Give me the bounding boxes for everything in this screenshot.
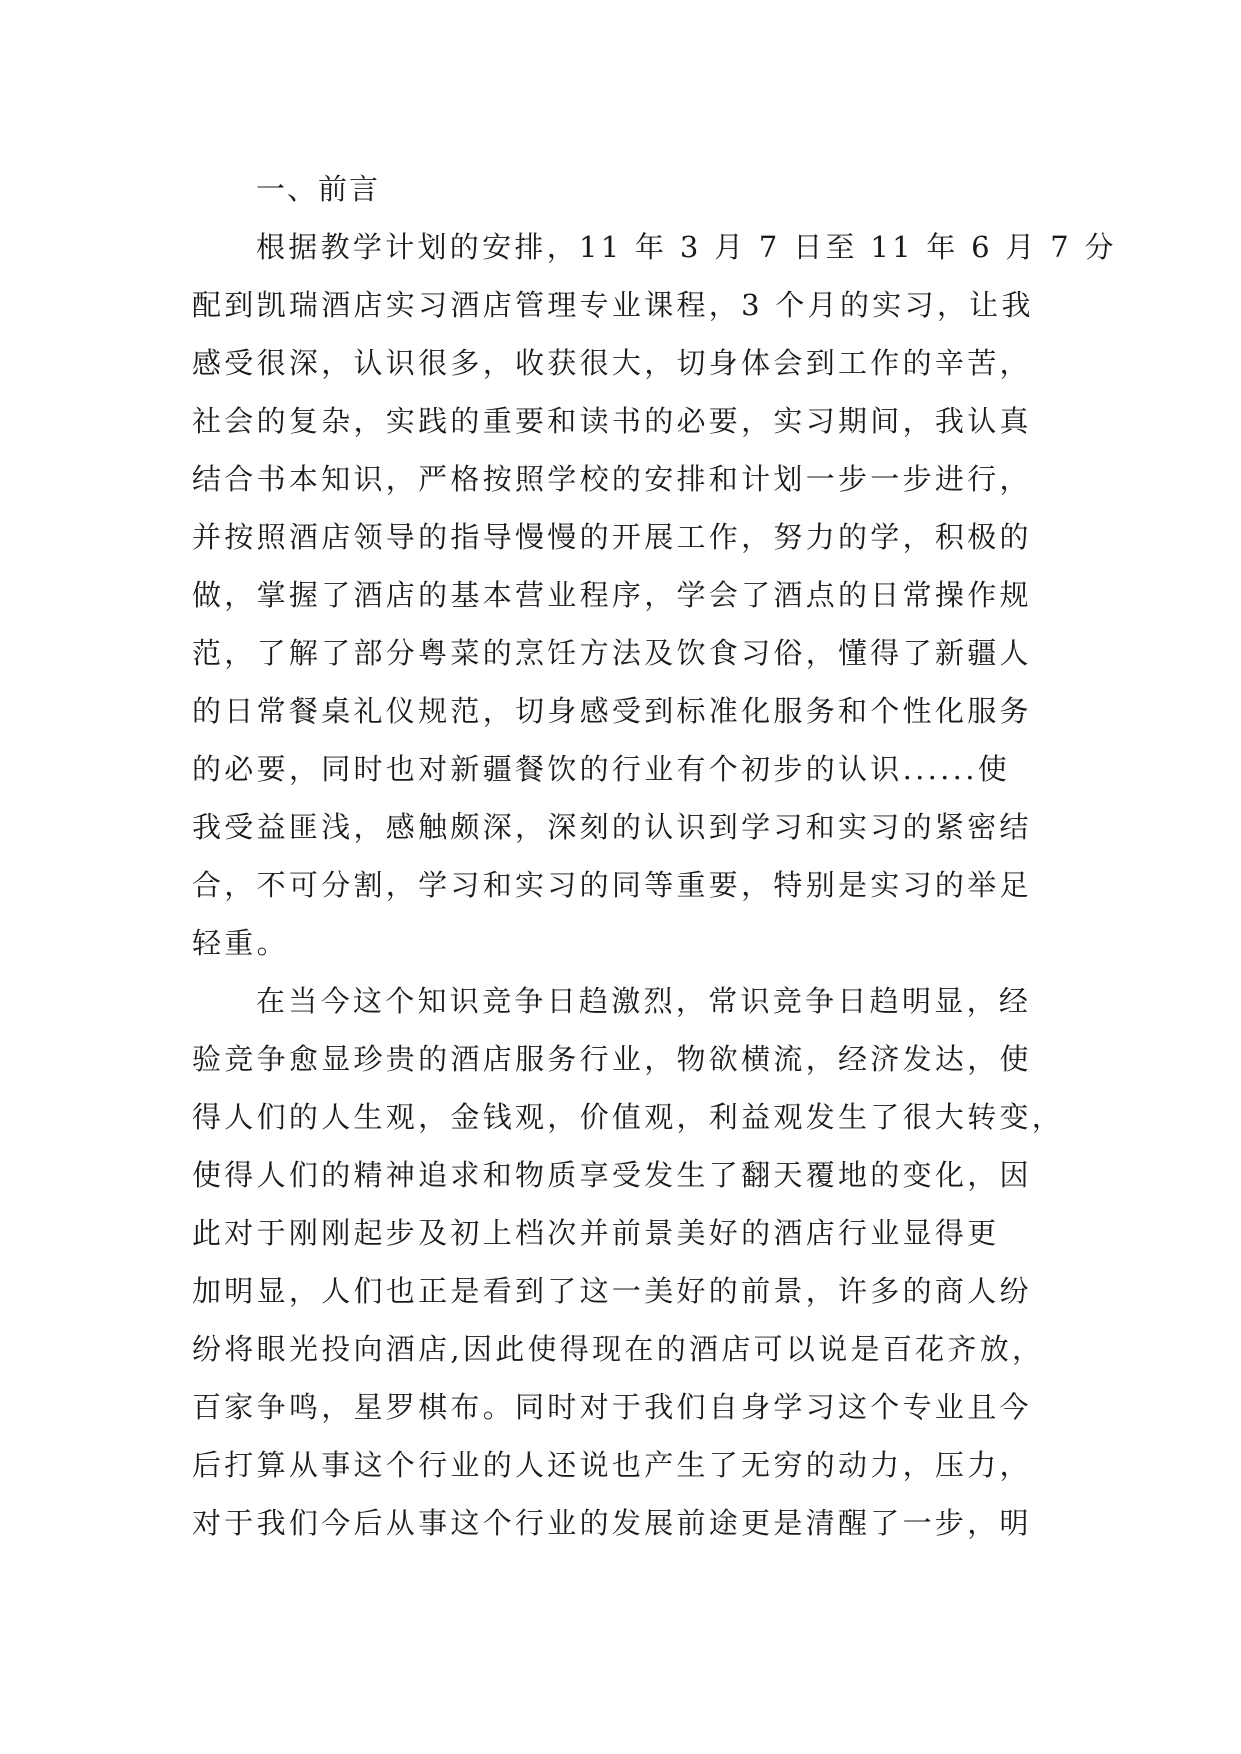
paragraph-line: 合，不可分割，学习和实习的同等重要，特别是实习的举足 [192, 868, 1032, 902]
paragraph-1 [192, 218, 1117, 972]
paragraph-line: 感受很深，认识很多，收获很大，切身体会到工作的辛苦， [192, 346, 1032, 380]
paragraph-line: 的必要，同时也对新疆餐饮的行业有个初步的认识......使 [192, 752, 1011, 786]
paragraph-line: 范，了解了部分粤菜的烹饪方法及饮食习俗，懂得了新疆人 [192, 636, 1032, 670]
paragraph-line: 配到凯瑞酒店实习酒店管理专业课程，3 个月的实习，让我 [192, 288, 1034, 322]
paragraph-line: 对于我们今后从事这个行业的发展前途更是清醒了一步，明 [192, 1506, 1032, 1540]
paragraph-line: 此对于刚刚起步及初上档次并前景美好的酒店行业显得更 [192, 1216, 1000, 1250]
paragraph-line: 结合书本知识，严格按照学校的安排和计划一步一步进行， [192, 462, 1032, 496]
paragraph-line: 得人们的人生观，金钱观，价值观，利益观发生了很大转变， [192, 1100, 1065, 1134]
paragraph-line: 验竞争愈显珍贵的酒店服务行业，物欲横流，经济发达，使 [192, 1042, 1032, 1076]
paragraph-line: 百家争鸣，星罗棋布。同时对于我们自身学习这个专业且今 [192, 1390, 1032, 1424]
paragraph-line: 做，掌握了酒店的基本营业程序，学会了酒点的日常操作规 [192, 578, 1032, 612]
paragraph-line: 在当今这个知识竞争日趋激烈，常识竞争日趋明显，经 [256, 984, 1032, 1018]
paragraph-line: 后打算从事这个行业的人还说也产生了无穷的动力，压力， [192, 1448, 1032, 1482]
paragraph-line: 社会的复杂，实践的重要和读书的必要，实习期间，我认真 [192, 404, 1032, 438]
paragraph-line: 的日常餐桌礼仪规范，切身感受到标准化服务和个性化服务 [192, 694, 1032, 728]
paragraph-line: 并按照酒店领导的指导慢慢的开展工作，努力的学，积极的 [192, 520, 1032, 554]
paragraph-line: 加明显，人们也正是看到了这一美好的前景，许多的商人纷 [192, 1274, 1032, 1308]
paragraph-2 [192, 972, 1065, 1552]
paragraph-line: 根据教学计划的安排，11 年 3 月 7 日至 11 年 6 月 7 分 [256, 230, 1117, 264]
document-body [192, 160, 1117, 1552]
section-heading: 一、前言 [256, 172, 381, 206]
paragraph-line: 轻重。 [192, 926, 289, 960]
paragraph-line: 纷将眼光投向酒店,因此使得现在的酒店可以说是百花齐放， [192, 1332, 1045, 1366]
paragraph-line: 使得人们的精神追求和物质享受发生了翻天覆地的变化，因 [192, 1158, 1032, 1192]
paragraph-line: 我受益匪浅，感触颇深，深刻的认识到学习和实习的紧密结 [192, 810, 1032, 844]
